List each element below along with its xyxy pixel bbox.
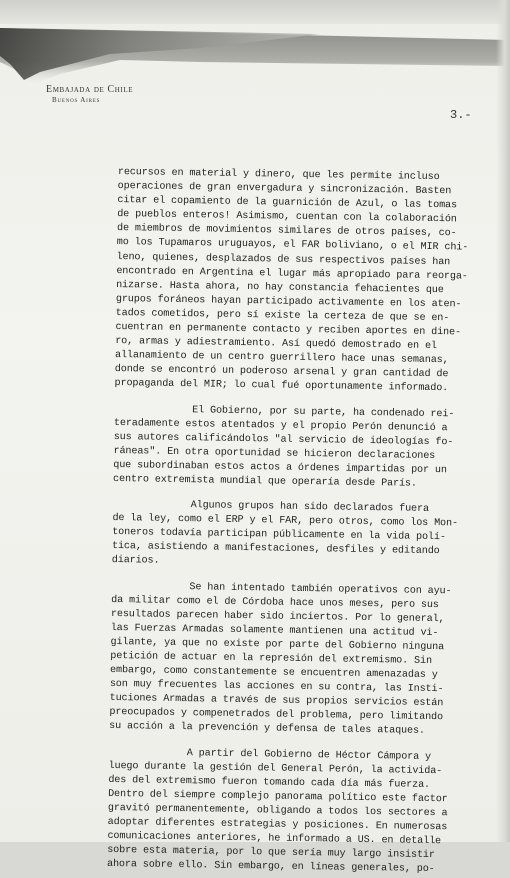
- text-line: luego durante la gestión del General Perón, la activida-: [108, 760, 443, 777]
- paragraph: [114, 166, 467, 397]
- paragraph: [109, 579, 461, 740]
- text-line: recursos en material y dinero, que les permite incluso: [117, 166, 440, 184]
- text-line: Dentro del siempre complejo panorama político este factor: [108, 788, 448, 806]
- text-line: ahora sobre ello. Sin embargo, en líneas generales, po-: [106, 859, 435, 876]
- text-line: gravitó permanentemente, obligando a todos los sectores a: [107, 802, 448, 820]
- paragraph: [112, 498, 463, 574]
- text-line: donde se encontró un poderoso arsenal y gran cantidad de: [114, 364, 449, 381]
- text-line: operaciones de gran envergadura y sincronización. Basten: [117, 181, 452, 198]
- text-line: nizarse. Hasta ahora, no hay constancia fehacientes que: [116, 279, 444, 296]
- letter-body: [107, 166, 468, 878]
- text-line: encontrado en Argentina el lugar más apropiado para reorga-: [116, 265, 468, 283]
- photocopy-shadow: [0, 14, 510, 94]
- text-line: citar el copamiento de la guarnición de Azul, o las tomas: [117, 195, 458, 212]
- text-line: Algunos grupos han sido declarados fuera: [190, 500, 430, 515]
- text-line: cuentran en permanente contacto y reciben aportes en dine-: [115, 322, 462, 339]
- text-line: da militar como el de Córdoba hace unos meses, pero sus: [111, 594, 439, 611]
- text-line: gilante, ya que no existe por parte del Gobierno ninguna: [110, 636, 445, 654]
- text-line: adoptar diferentes estrategias y posiciones. En numerosas: [107, 816, 448, 834]
- text-line: mo los Tupamaros uruguayos, el FAR boliviano, o el MIR chi-: [116, 237, 469, 254]
- text-line: allanamiento de un centro guerrillero hace unas semanas,: [114, 350, 449, 367]
- page-number: 3.-: [450, 108, 472, 122]
- text-line: des del extremismo fueron tomando cada día más fuerza.: [108, 774, 431, 791]
- letterhead: [46, 84, 133, 104]
- text-line: A partir del Gobierno de Héctor Cámpora y: [186, 747, 432, 763]
- text-line: de la ley, como el ERP y el FAR, pero otros, como los Mon-: [112, 513, 459, 530]
- paragraph: [113, 402, 464, 492]
- text-line: embargo, como constantemente se encuentren amenazadas y: [109, 665, 438, 682]
- text-line: ráneas". En otra oportunidad se hicieron declaraciones: [113, 445, 436, 462]
- text-line: Se han intentado también operativos con ayu-: [189, 581, 452, 597]
- text-line: leno, quienes, desplazados de sus respectivos países han: [116, 251, 451, 268]
- text-line: de pueblos enteros! Asimismo, cuentan con la colaboración: [117, 209, 457, 226]
- text-line: su acción a la prevención y defensa de tales ataques.: [109, 721, 425, 738]
- text-line: que subordinaban estos actos a órdenes impartidas por un: [113, 459, 447, 477]
- text-line: propaganda del MIR; lo cual fué oportunamente informado.: [114, 378, 449, 395]
- text-line: petición de actuar en la represión del extremismo. Sin: [110, 650, 433, 667]
- text-line: son muy frecuentes las acciones en su contra, las Insti-: [109, 679, 444, 696]
- text-line: comunicaciones anteriores, he informado a US. en detalle: [107, 831, 442, 848]
- text-line: de miembros de movimientos similares de otros países, co-: [116, 223, 457, 240]
- text-line: tados cometidos, pero sí existe la certeza de que se en-: [115, 307, 450, 325]
- paragraph: [107, 745, 459, 877]
- text-line: grupos foráneos hayan participado activamente en los aten-: [115, 293, 462, 311]
- letterhead-city: Buenos Aires: [52, 96, 101, 104]
- text-line: diarios.: [111, 555, 160, 568]
- text-line: ro, armas y adiestramiento. Así quedó demostrado en el: [115, 336, 437, 353]
- text-line: tuciones Armadas a través de sus propios servicios están: [109, 693, 444, 710]
- text-line: toneros todavía participan públicamente en la vida polí-: [112, 527, 446, 544]
- text-line: las Fuerzas Armadas solamente mantienen una actitud vi-: [110, 622, 439, 639]
- text-line: teradamente estos atentados y el propio Perón denunció a: [113, 417, 448, 434]
- text-line: centro extremista mundial que operaría desde París.: [112, 473, 417, 490]
- text-line: resultados parecen haber sido inciertos. Por lo general,: [110, 608, 445, 625]
- text-line: El Gobierno, por su parte, ha condenado rei-: [192, 404, 455, 420]
- text-line: tica, asistiendo a manifestaciones, desfiles y editando: [111, 541, 440, 558]
- page-right-edge: [496, 0, 510, 842]
- text-line: sus autores calificándolos "al servicio de ideologías fo-: [113, 431, 454, 448]
- text-line: preocupados y compenetrados del problema, pero limitando: [109, 707, 444, 724]
- text-line: sobre esta materia, por lo que sería muy largo insistir: [107, 845, 435, 862]
- letterhead-embassy-name: Embajada de Chile: [46, 84, 134, 95]
